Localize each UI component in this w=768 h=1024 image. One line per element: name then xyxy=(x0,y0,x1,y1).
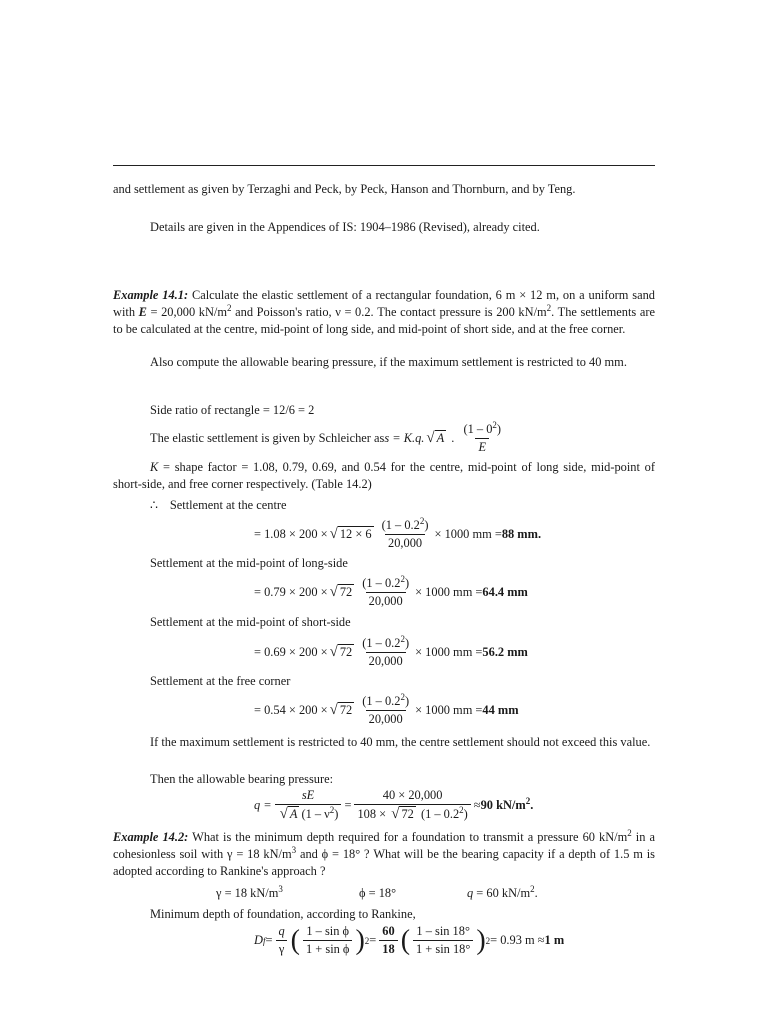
side-ratio-line: Side ratio of rectangle = 12/6 = 2 xyxy=(150,403,315,417)
sqrt-symbol: √ 72 xyxy=(391,806,414,822)
rankine-depth-result: 1 m xyxy=(544,933,565,947)
fraction: $\frac{(1 - 0.2^2)}{20,000}$ xyxy=(362,691,410,726)
given-pressure: q = 60 $kN/m^2$. xyxy=(467,883,538,900)
fraction: $\frac{\text{1 – sin ϕ}}{\text{1 + sin ϕ}}$ xyxy=(303,924,352,957)
max-settlement-paragraph: If the maximum settlement is restricted to 40 mm, the centre settlement should not exceed this value. xyxy=(150,735,651,749)
sqrt-symbol: √ 12 × 6 xyxy=(329,526,372,542)
long-side-equation: = 0.79 × 200 × √ 72 $\frac{(1 - 0.2^2)}{20,000}$ × 1000 mm = 64.4 mm xyxy=(254,573,528,608)
fraction: 40 × 20,000 108 × √ 72 $(1 - 0.2^2)$ xyxy=(354,788,470,823)
corner-result: 44 mm xyxy=(482,703,519,717)
example-14-1-paragraph-2: Also compute the allowable bearing pressure, if the maximum settlement is restricted to 40 mm. xyxy=(150,355,627,369)
allowable-pressure-label: Then the allowable bearing pressure: xyxy=(150,772,334,786)
corner-label: Settlement at the free corner xyxy=(150,674,291,688)
centre-result: 88 mm. xyxy=(501,527,542,541)
centre-label-line: ∴ Settlement at the centre xyxy=(150,498,287,512)
given-phi: ϕ = 18° xyxy=(359,886,397,900)
sqrt-symbol: √ 72 xyxy=(329,702,353,718)
fraction: $\frac{(1 - 0.2^2)}{20,000}$ xyxy=(362,633,410,668)
short-side-label: Settlement at the mid-point of short-side xyxy=(150,615,351,629)
short-side-equation: = 0.69 × 200 × √ 72 $\frac{(1 - 0.2^2)}{20,000}$ × 1000 mm = 56.2 mm xyxy=(254,633,528,668)
fraction: $\frac{(1 - 0.2^2)}{20,000}$ xyxy=(381,515,429,550)
example-label: Example 14.1: xyxy=(113,288,189,302)
bearing-pressure-equation: q = sE √ A $(1 - \nu^2)$ = 40 × 20,000 108 × √ 72 $(1 - 0.2^2)$ ≈ 90 $kN/m^2$. xyxy=(254,788,534,822)
shape-factor-paragraph: K = shape factor = 1.08, 0.79, 0.69, and 0.54 for the centre, mid-point of long side, mid-point of short-side, and free corner respectively. (Table 14.2) xyxy=(113,460,655,491)
intro-paragraph-2: Details are given in the Appendices of IS: 1904–1986 (Revised), already cited. xyxy=(150,220,540,234)
schleicher-formula: The elastic settlement is given by Schleicher as s = K.q. √ A . $\frac{(1 - 0^2)}{E}$ xyxy=(150,422,507,455)
sqrt-symbol: √ 72 xyxy=(329,584,353,600)
long-side-result: 64.4 mm xyxy=(482,585,528,599)
min-depth-label: Minimum depth of foundation, according to Rankine, xyxy=(150,907,416,921)
fraction: $\frac{(1 - 0.2^2)}{20,000}$ xyxy=(362,573,410,608)
fraction: $\frac{q}{\gamma}$ xyxy=(275,924,287,957)
fraction: $\frac{1 - \sin 18^\circ}{1 + \sin 18^\circ}$ xyxy=(413,924,473,957)
fraction: $\frac{60}{18}$ xyxy=(379,924,397,957)
centre-equation: = 1.08 × 200 × √ 12 × 6 $\frac{(1 - 0.2^2)}{20,000}$ × 1000 mm = 88 mm. xyxy=(254,515,542,550)
long-side-label: Settlement at the mid-point of long-side xyxy=(150,556,348,570)
given-gamma: γ = 18 $kN/m^3$ xyxy=(216,883,283,900)
fraction: $\frac{(1 - 0^2)}{E}$ xyxy=(463,419,502,454)
example-14-2-statement: Example 14.2: What is the minimum depth required for a foundation to transmit a pressure 60 $kN/m^2$ in a cohesionless soil with γ = 18 $kN/m^3$ and ϕ = 18° ? What will be the bearing capacity if a depth of 1.5 m is adopted according to Rankine's approach ? xyxy=(113,827,655,878)
sqrt-symbol: √ A xyxy=(426,430,445,446)
example-14-1-statement: Example 14.1: Calculate the elastic settlement of a rectangular foundation, 6 m × 12 m, on a uniform sand with E = 20,000 $kN/m^2$ and Poisson's ratio, ν = 0.2. The contact pressure is 200 $kN/m^2$. The settlements are to be calculated at the centre, mid-point of long side, and mid-point of short side, and at the free corner. xyxy=(113,288,655,336)
sqrt-symbol: √ 72 xyxy=(329,644,353,660)
intro-paragraph-1: and settlement as given by Terzaghi and Peck, by Peck, Hanson and Thornburn, and by Teng. xyxy=(113,182,576,196)
fraction: sE √ A $(1 - \nu^2)$ xyxy=(275,788,342,823)
bearing-pressure-result: 90 $kN/m^2$. xyxy=(480,795,534,812)
example-label: Example 14.2: xyxy=(113,830,189,844)
rankine-depth-equation: D f = $\frac{q}{\gamma}$ ( $\frac{\text{1 – sin ϕ}}{\text{1 + sin ϕ}}$ ) 2 = $\frac{60}{18}$ ( $\frac{1 - \sin 18^\circ}{1 + \sin 18^\circ}$ ) 2 = 0.93 m ≈ 1 m xyxy=(254,924,565,956)
header-rule xyxy=(113,165,655,166)
corner-equation: = 0.54 × 200 × √ 72 $\frac{(1 - 0.2^2)}{20,000}$ × 1000 mm = 44 mm xyxy=(254,691,519,726)
sqrt-symbol: √ A xyxy=(279,806,298,822)
short-side-result: 56.2 mm xyxy=(482,645,528,659)
